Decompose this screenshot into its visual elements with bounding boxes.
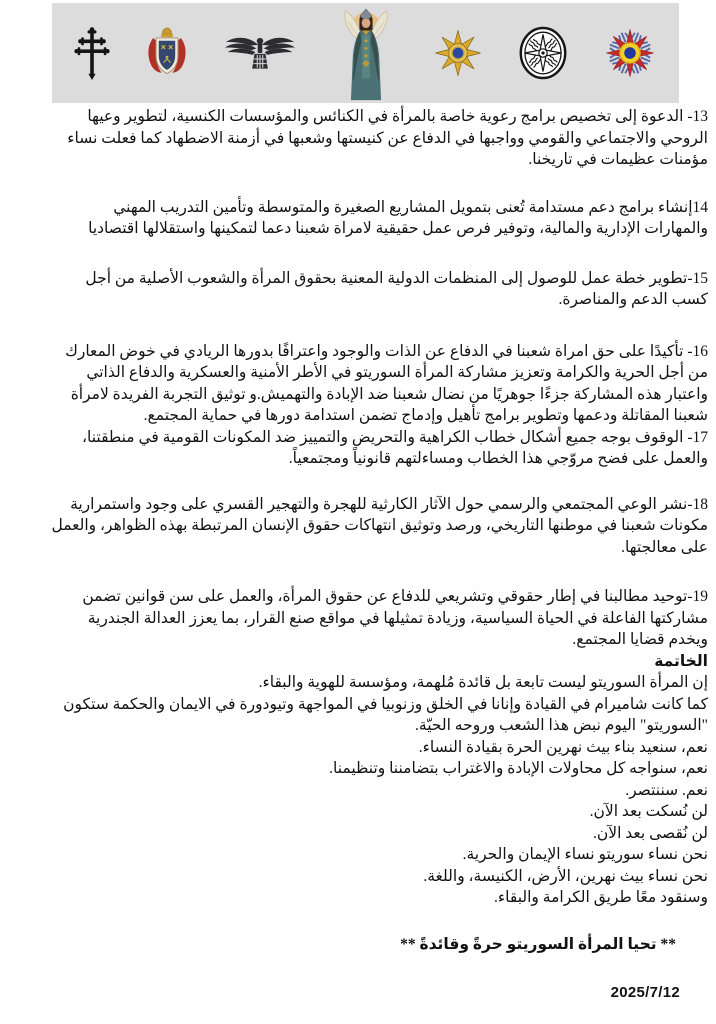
conclusion-line: لن نُسكت بعد الآن. [589, 803, 708, 820]
conclusion-line: نحن نساء بيث نهرين، الأرض، الكنيسة، واللغة. [423, 867, 708, 885]
shamash-sun-wheel-icon [518, 26, 568, 80]
document-body [46, 106, 708, 1004]
document-date: 2025/7/12 [610, 984, 680, 1001]
paragraph-17: 17- الوقوف بوجه جميع أشكال خطاب الكراهية والتحريض والتمييز ضد المكونات القومية في منطقتنا، والعمل على فضح مروّجي هذا الخطاب ومساءلتهم قانونياً ومجتمعياً. [81, 428, 708, 467]
paragraph-16: 16- تأكيدًا على حق امراة شعبنا في الدفاع عن الذات والوجود واعترافًا بدورها الريادي في خوض المعارك من أجل الحرية والكرامة وتعزيز مشاركة المرأة السوريتو في الأطر الأمنية والعسكرية والدفاع الذاتي واعتبار هذه المشاركة جزءًا جوهريًا من نضال شعبنا ضد الإبادة والتهميش.و توثيق التجربة الفريدة لامرأة شعبنا المقاتلة ودعمها وتطوير برامج تأهيل وإدماج تضمن استدامة دورها في حماية المجتمع. [65, 342, 708, 424]
conclusion-line: كما كانت شاميرام في القيادة وإنانا في الخلق وزنوبيا في المواجهة وتيودورة في الايمان والحكمة ستكون [63, 695, 708, 713]
emblem-banner [52, 3, 679, 103]
paragraph-14: 14إنشاء برامج دعم مستدامة تُعنى بتمويل المشاريع الصغيرة والمتوسطة وتأمين التدريب المهني والمهارات الإدارية والمالية، وتوفير فرص عمل حقيقية لامراة شعبنا دعما لتمكينها واستقلالها اقتصاديا [88, 198, 708, 237]
coat-of-arms-icon [146, 27, 188, 80]
conclusion-line: نحن نساء سوريتو نساء الإيمان والحرية. [462, 846, 708, 863]
paragraph-18: 18-نشر الوعي المجتمعي والرسمي حول الآثار الكارثية للهجرة والتهجير القسري على وجود واستمرارية مكونات شعبنا في موطنها التاريخي، ورصد وتوثيق انتهاكات حقوق الإنسان المرتبطة بهذه الظواهر، والعمل على معالجتها. [51, 495, 708, 556]
winged-madonna-icon [333, 7, 399, 103]
conclusion-line: وسنقود معًا طريق الكرامة والبقاء. [493, 889, 708, 906]
conclusion-line: نعم، سنعيد بناء بيث نهرين الحرة بقيادة النساء. [418, 738, 708, 756]
closing-slogan: ** تحيا المرأة السوريتو حرةً وقائدةً ** [400, 935, 676, 953]
conclusion-heading: الخاتمة [654, 652, 708, 670]
conclusion-line: "السوريتو" اليوم نبض هذا الشعب وروحه الحيّة. [415, 717, 708, 734]
conclusion-line: لن نُقصى بعد الآن. [593, 824, 708, 842]
conclusion-line: نعم، سنواجه كل محاولات الإبادة والاغتراب بتضامننا وتنظيمنا. [329, 760, 708, 777]
paragraph-13: 13- الدعوة إلى تخصيص برامج رعوية خاصة بالمرأة في الكنائس والمؤسسات الكنسية، لتطوير وعيها الروحي والاجتماعي والقومي وواجبها في الدفاع عن كنيستها وشعبها في أزمنة الاضطهاد كما فعلت نساء مؤمنات عظيمات في تاريخنا. [67, 108, 708, 168]
paragraph-15: 15-تطوير خطة عمل للوصول إلى المنظمات الدولية المعنية بحقوق المرأة والشعوب الأصلية من أجل كسب الدعم والمناصرة. [85, 269, 708, 308]
patriarchal-cross-icon [74, 26, 110, 80]
paragraph-19: 19-توحيد مطالبنا في إطار حقوقي وتشريعي للدفاع عن حقوق المرأة، والعمل على سن قوانين تضمن مشاركتها الفاعلة في الحياة السياسية، وزيادة تمثيلها في مواقع صنع القرار، بما يعزز العدالة الجندرية ويخدم قضايا المجتمع. [82, 588, 708, 648]
assyrian-winged-disc-icon [223, 30, 297, 76]
conclusion-line: نعم. سننتصر. [625, 781, 708, 799]
chaldean-rosette-icon [603, 26, 657, 80]
ishtar-star-icon [434, 29, 482, 77]
conclusion-line: إن المرأة السوريتو ليست تابعة بل قائدة مُلهمة، ومؤسسة للهوية والبقاء. [258, 674, 708, 691]
